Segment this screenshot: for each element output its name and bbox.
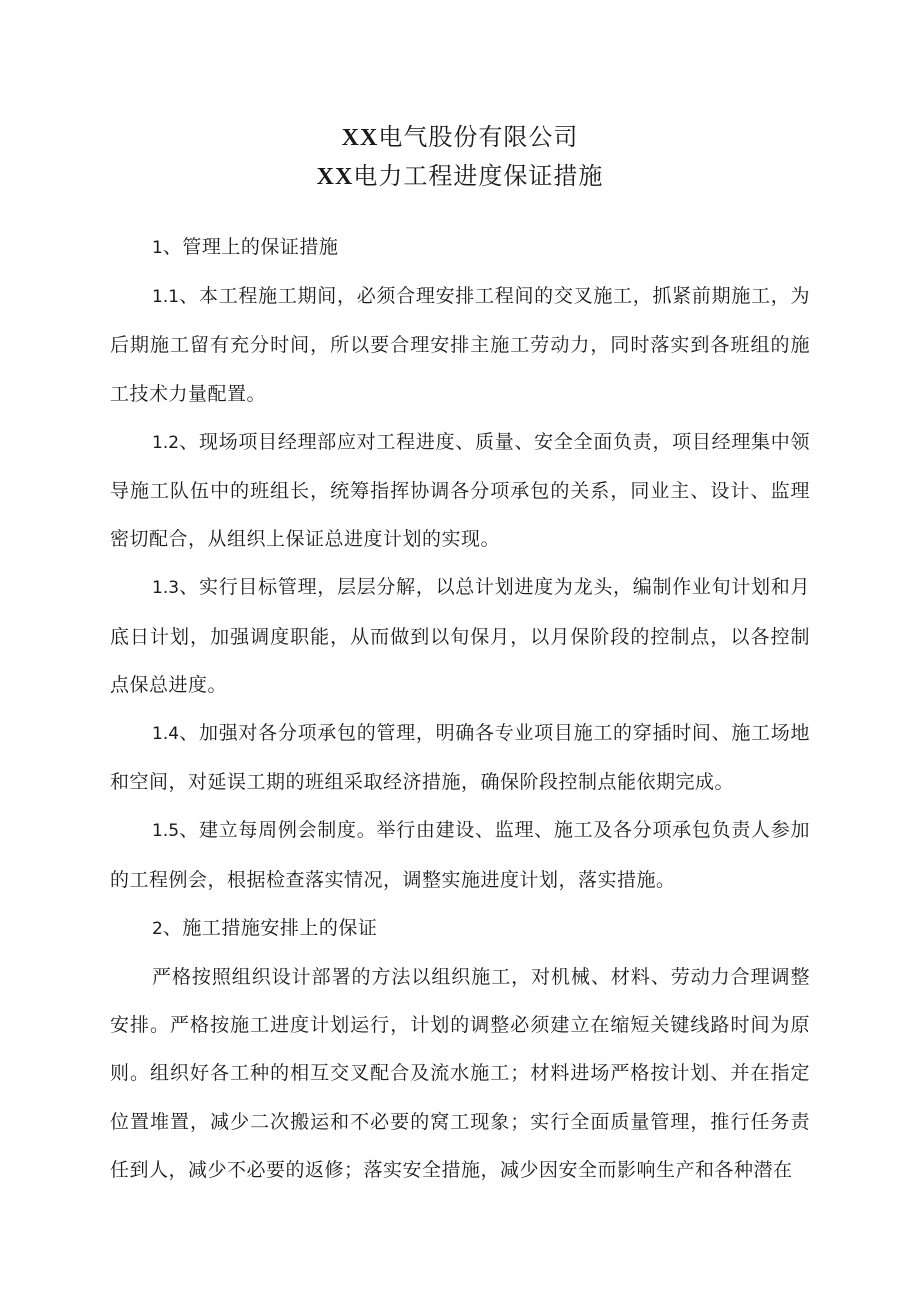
paragraph-text: 、加强对各分项承包的管理，明确各专业项目施工的穿插时间、施工场地和空间，对延误工期的班组采取经济措施，确保阶段控制点能依期完成。 [110,722,810,794]
section-heading-2 [110,904,810,953]
paragraph-text: 、本工程施工期间，必须合理安排工程间的交叉施工，抓紧前期施工，为后期施工留有充分时间，所以要合理安排主施工劳动力，同时落实到各班组的施工技术力量配置。 [110,285,810,405]
section-number: 1 [152,238,163,258]
paragraph-1-4 [110,709,810,806]
paragraph-number: 1.3 [152,578,180,599]
title-company [0,118,920,157]
section-heading-text: 、管理上的保证措施 [162,236,339,258]
paragraph-text: 严格按照组织设计部署的方法以组织施工，对机械、材料、劳动力合理调整安排。严格按施工进度计划运行，计划的调整必须建立在缩短关键线路时间为原则。组织好各工种的相互交叉配合及流水施工；材料进场严格按计划、并在指定位置堆置，减少二次搬运和不必要的窝工现象；实行全面质量管理，推行任务责任到人，减少不必要的返修；落实安全措施，减少因安全而影响生产和各种潜在 [110,966,810,1181]
paragraph-number: 1.4 [152,724,180,745]
title-subject-prefix: XX [316,164,354,190]
paragraph-1-5 [110,806,810,903]
title-subject-text: 电力工程进度保证措施 [353,162,604,190]
paragraph-text: 、实行目标管理，层层分解，以总计划进度为龙头，编制作业旬计划和月底日计划，加强调度职能，从而做到以旬保月，以月保阶段的控制点，以各控制点保总进度。 [110,576,810,696]
document-body [110,223,810,1194]
paragraph-number: 1.5 [152,821,180,842]
section-number: 2 [152,918,163,939]
title-company-text: 电气股份有限公司 [378,123,579,151]
paragraph-text: 、建立每周例会制度。举行由建设、监理、施工及各分项承包负责人参加的工程例会，根据检查落实情况，调整实施进度计划，落实措施。 [110,819,810,891]
paragraph-1-3 [110,563,810,709]
paragraph-number: 1.1 [152,287,180,308]
title-company-prefix: XX [341,125,379,151]
section-heading-1 [110,223,810,272]
section-heading-text: 、施工措施安排上的保证 [162,916,378,939]
paragraph-number: 1.2 [152,432,180,453]
document-title [0,118,920,196]
paragraph-2-body [110,953,810,1194]
paragraph-1-2 [110,418,810,564]
paragraph-1-1 [110,272,810,418]
paragraph-text: 、现场项目经理部应对工程进度、质量、安全全面负责，项目经理集中领导施工队伍中的班组长，统筹指挥协调各分项承包的关系，同业主、设计、监理密切配合，从组织上保证总进度计划的实现。 [110,430,810,551]
title-subject [0,157,920,196]
